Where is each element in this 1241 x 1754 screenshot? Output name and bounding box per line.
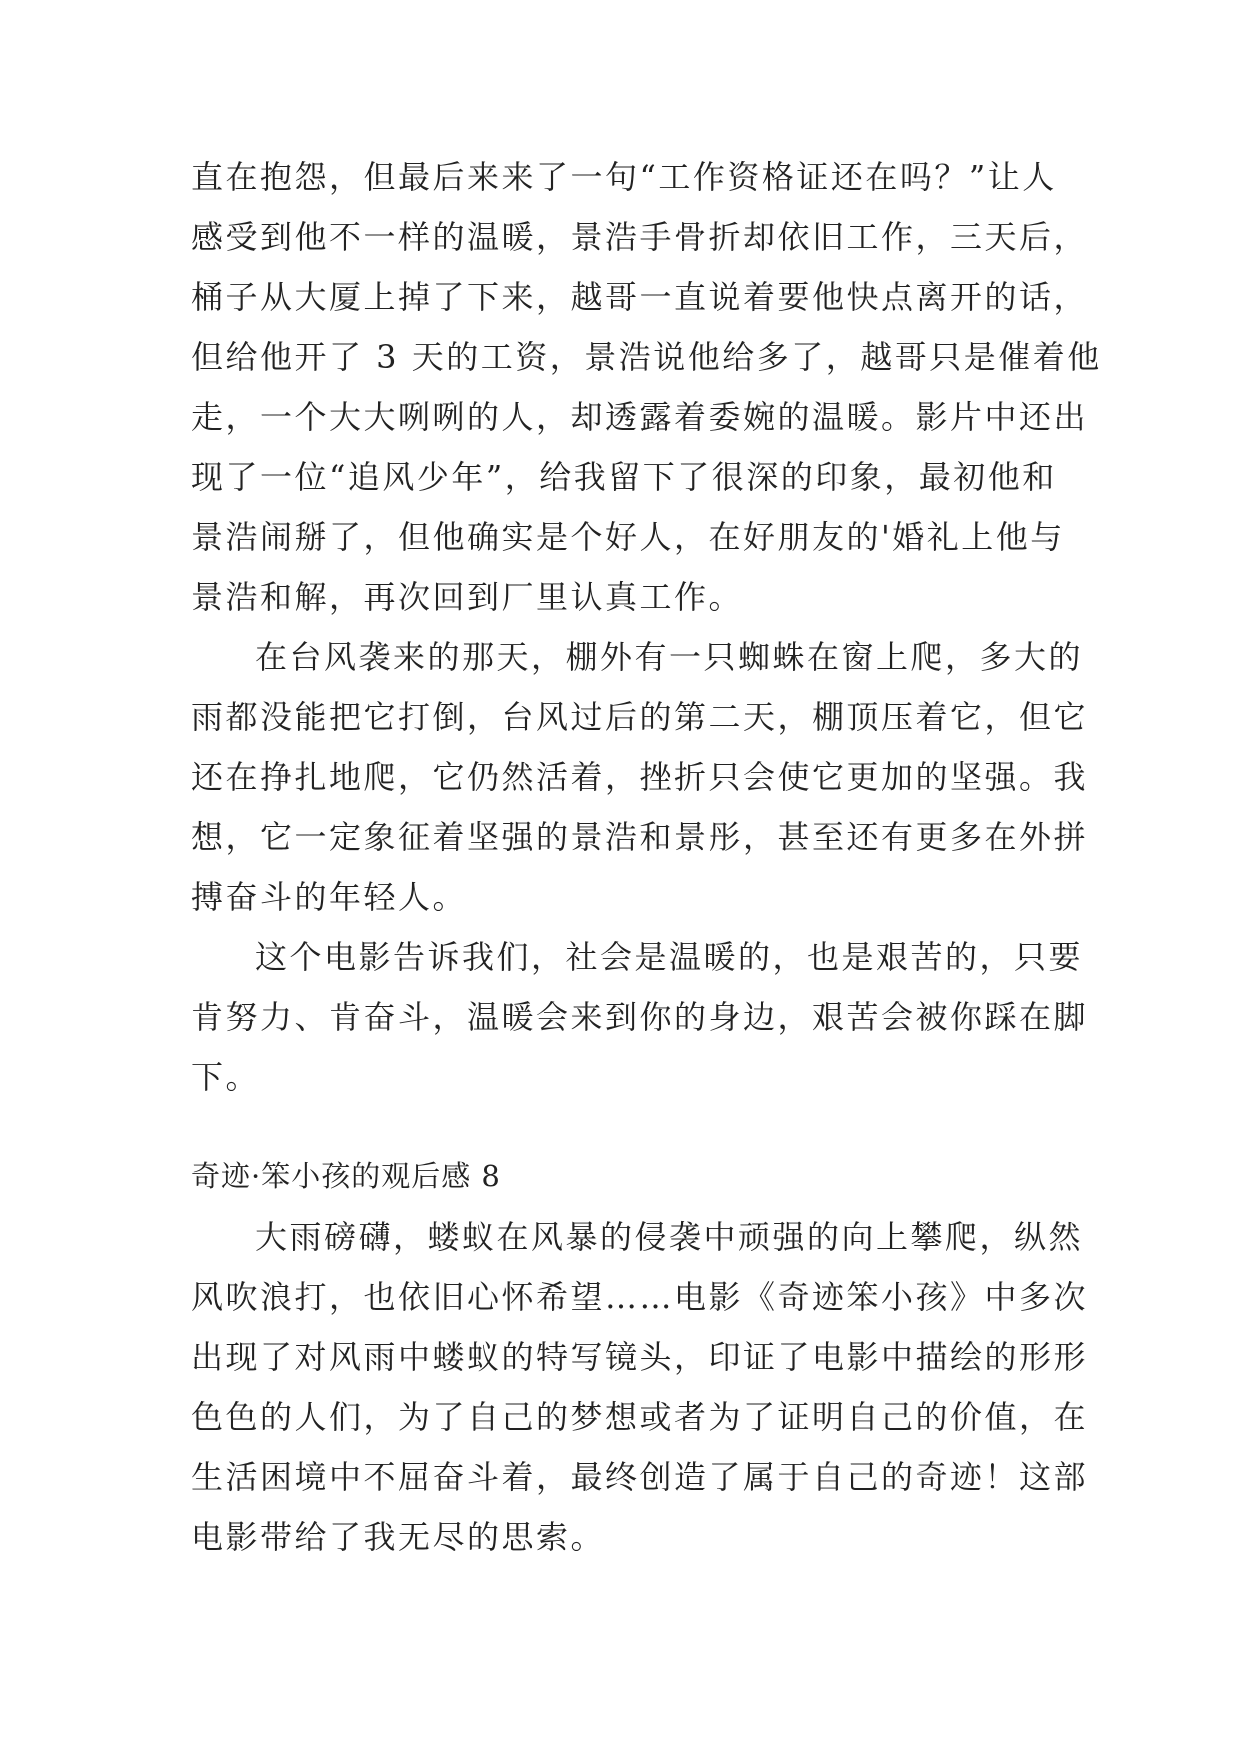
body-text-line: 下。 [191, 1058, 261, 1096]
paragraph-first-line: 大雨磅礴，蝼蚁在风暴的侵袭中顽强的向上攀爬，纵然 [255, 1218, 1084, 1256]
body-text-line: 色色的人们，为了自己的梦想或者为了证明自己的价值，在 [191, 1398, 1089, 1436]
body-text-line: 还在挣扎地爬，它仍然活着，挫折只会使它更加的坚强。我 [191, 758, 1089, 796]
body-text-line: 搏奋斗的年轻人。 [191, 878, 468, 916]
body-text-line: 风吹浪打，也依旧心怀希望……电影《奇迹笨小孩》中多次 [191, 1278, 1089, 1316]
paragraph-first-line: 在台风袭来的那天，棚外有一只蜘蛛在窗上爬，多大的 [255, 638, 1084, 676]
section-heading: 奇迹·笨小孩的观后感 8 [191, 1159, 501, 1193]
body-text-line: 现了一位“追风少年”，给我留下了很深的印象，最初他和 [191, 458, 1057, 496]
body-text-line: 电影带给了我无尽的思索。 [191, 1518, 606, 1556]
paragraph-first-line: 这个电影告诉我们，社会是温暖的，也是艰苦的，只要 [255, 938, 1084, 976]
body-text-line: 肯努力、肯奋斗，温暖会来到你的身边，艰苦会被你踩在脚 [191, 998, 1089, 1036]
body-text-line: 但给他开了 3 天的工资，景浩说他给多了，越哥只是催着他 [191, 338, 1102, 376]
body-text-line: 直在抱怨，但最后来来了一句“工作资格证还在吗？”让人 [191, 158, 1057, 196]
body-text-line: 景浩闹掰了，但他确实是个好人，在好朋友的'婚礼上他与 [191, 518, 1065, 556]
body-text-line: 出现了对风雨中蝼蚁的特写镜头，印证了电影中描绘的形形 [191, 1338, 1089, 1376]
body-text-line: 生活困境中不屈奋斗着，最终创造了属于自己的奇迹！这部 [191, 1458, 1089, 1496]
body-text-line: 走，一个大大咧咧的人，却透露着委婉的温暖。影片中还出 [191, 398, 1089, 436]
body-text-line: 雨都没能把它打倒，台风过后的第二天，棚顶压着它，但它 [191, 698, 1089, 736]
body-text-line: 景浩和解，再次回到厂里认真工作。 [191, 578, 744, 616]
body-text-line: 桶子从大厦上掉了下来，越哥一直说着要他快点离开的话， [191, 278, 1089, 316]
body-text-line: 感受到他不一样的温暖，景浩手骨折却依旧工作，三天后， [191, 218, 1089, 256]
body-text-line: 想，它一定象征着坚强的景浩和景彤，甚至还有更多在外拼 [191, 818, 1089, 856]
